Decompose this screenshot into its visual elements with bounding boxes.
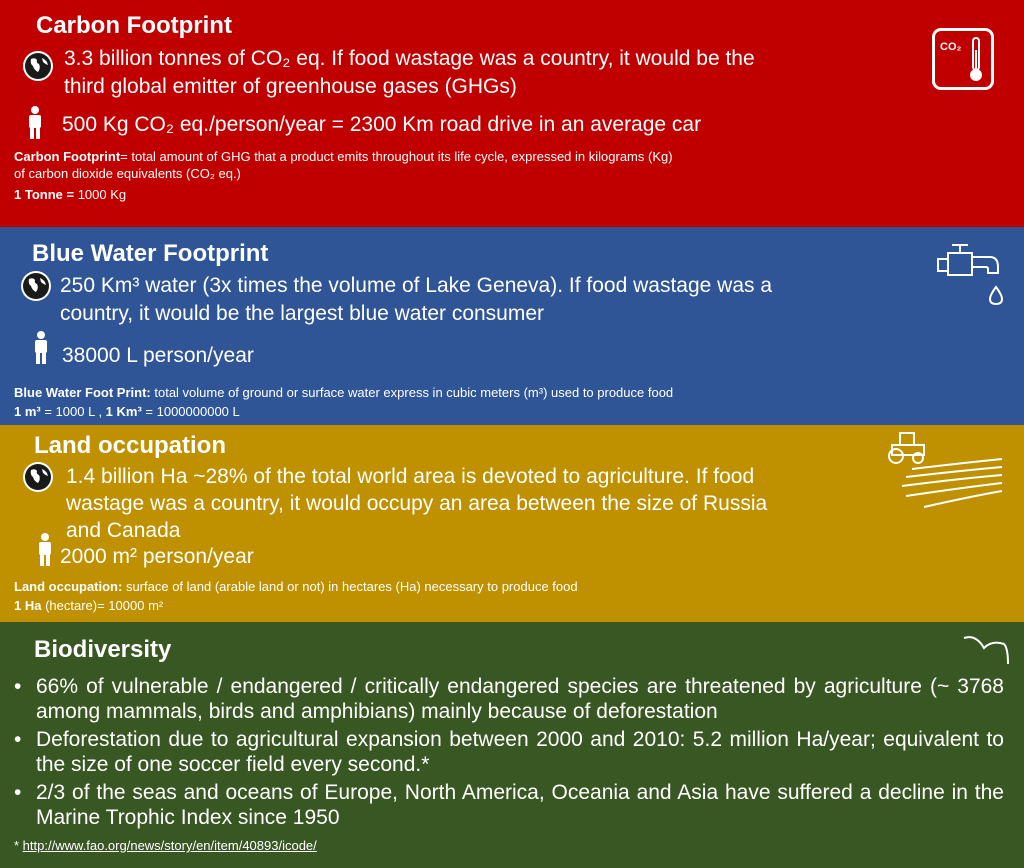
carbon-definition [14,148,673,165]
tractor-icon [882,429,1006,517]
land-stat-line-2: wastage was a country, it would occupy an area between the size of Russia [66,492,768,515]
globe-icon [22,461,54,493]
section-title: Carbon Footprint [36,12,232,39]
land-stat-line-1: 1.4 billion Ha ~28% of the total world area is devoted to agriculture. If food [66,465,755,488]
carbon-stat-line-1: 3.3 billion tonnes of CO₂ eq. If food wastage was a country, it would be the [64,47,755,70]
source-link[interactable]: http://www.fao.org/news/story/en/item/40893/icode/ [22,838,317,853]
blue-water-footprint-panel [0,227,1024,425]
land-occupation-panel [0,425,1024,622]
list-item: • Deforestation due to agricultural expansion between 2000 and 2010: 5.2 million Ha/year; equivalent to the size of one soccer field every second.* [14,727,1004,777]
unit-text: = 1000000000 L [141,404,240,419]
carbon-footprint-panel [0,0,1024,227]
biodiversity-bullet-list [14,674,1004,833]
land-per-person-line: 2000 m² person/year [60,545,254,568]
globe-icon [20,270,52,302]
definition-term: Carbon Footprint [14,149,121,164]
definition-term: Blue Water Foot Print: [14,385,151,400]
carbon-unit-note [14,186,126,203]
reference-marker: * [14,838,23,853]
source-reference [14,838,317,853]
land-stat-line-3: and Canada [66,519,181,542]
unit-text: (hectare)= 10000 m² [41,598,164,613]
unit-term: 1 Km³ [105,404,142,419]
biodiversity-panel [0,622,1024,868]
unit-term: 1 m³ [14,404,41,419]
definition-text: surface of land (arable land or not) in hectares (Ha) necessary to produce food [122,579,578,594]
unit-text: = 1000 L , [40,404,106,419]
unit-term: 1 Ha [14,598,42,613]
water-tap-icon [934,237,1010,309]
person-icon [24,106,46,140]
person-icon [30,331,52,365]
section-title: Land occupation [34,432,226,459]
definition-text: = total amount of GHG that a product emits throughout its life cycle, expressed in kilograms (Kg) [120,149,673,164]
water-per-person-line: 38000 L person/year [62,344,254,367]
section-title: Biodiversity [34,636,172,663]
land-definition [14,578,578,595]
water-definition [14,384,673,401]
section-title: Blue Water Footprint [32,240,269,267]
water-unit-note [14,403,240,420]
carbon-per-person-line: 500 Kg CO₂ eq./person/year = 2300 Km road drive in an average car [62,113,702,136]
water-stat-line-2: country, it would be the largest blue water consumer [60,302,545,325]
globe-icon [22,50,54,82]
bird-icon [962,634,1012,670]
unit-term: 1 Tonne = [14,187,75,202]
co2-thermometer-icon [932,28,994,90]
carbon-stat-line-2: third global emitter of greenhouse gases (GHGs) [64,75,517,98]
land-unit-note [14,597,163,614]
carbon-definition-line-2: of carbon dioxide equivalents (CO₂ eq.) [14,166,241,181]
list-item: • 66% of vulnerable / endangered / critically endangered species are threatened by agriculture (~ 3768 among mammals, birds and amphibians) mainly because of deforestation [14,674,1004,724]
person-icon [34,533,56,567]
list-item: • 2/3 of the seas and oceans of Europe, North America, Oceania and Asia have suffered a decline in the Marine Trophic Index since 1950 [14,780,1004,830]
unit-text: 1000 Kg [74,187,127,202]
definition-text: total volume of ground or surface water express in cubic meters (m³) used to produce food [150,385,674,400]
water-stat-line-1: 250 Km³ water (3x times the volume of Lake Geneva). If food wastage was a [60,274,773,297]
co2-icon-label: CO₂ [940,41,962,53]
definition-term: Land occupation: [14,579,123,594]
